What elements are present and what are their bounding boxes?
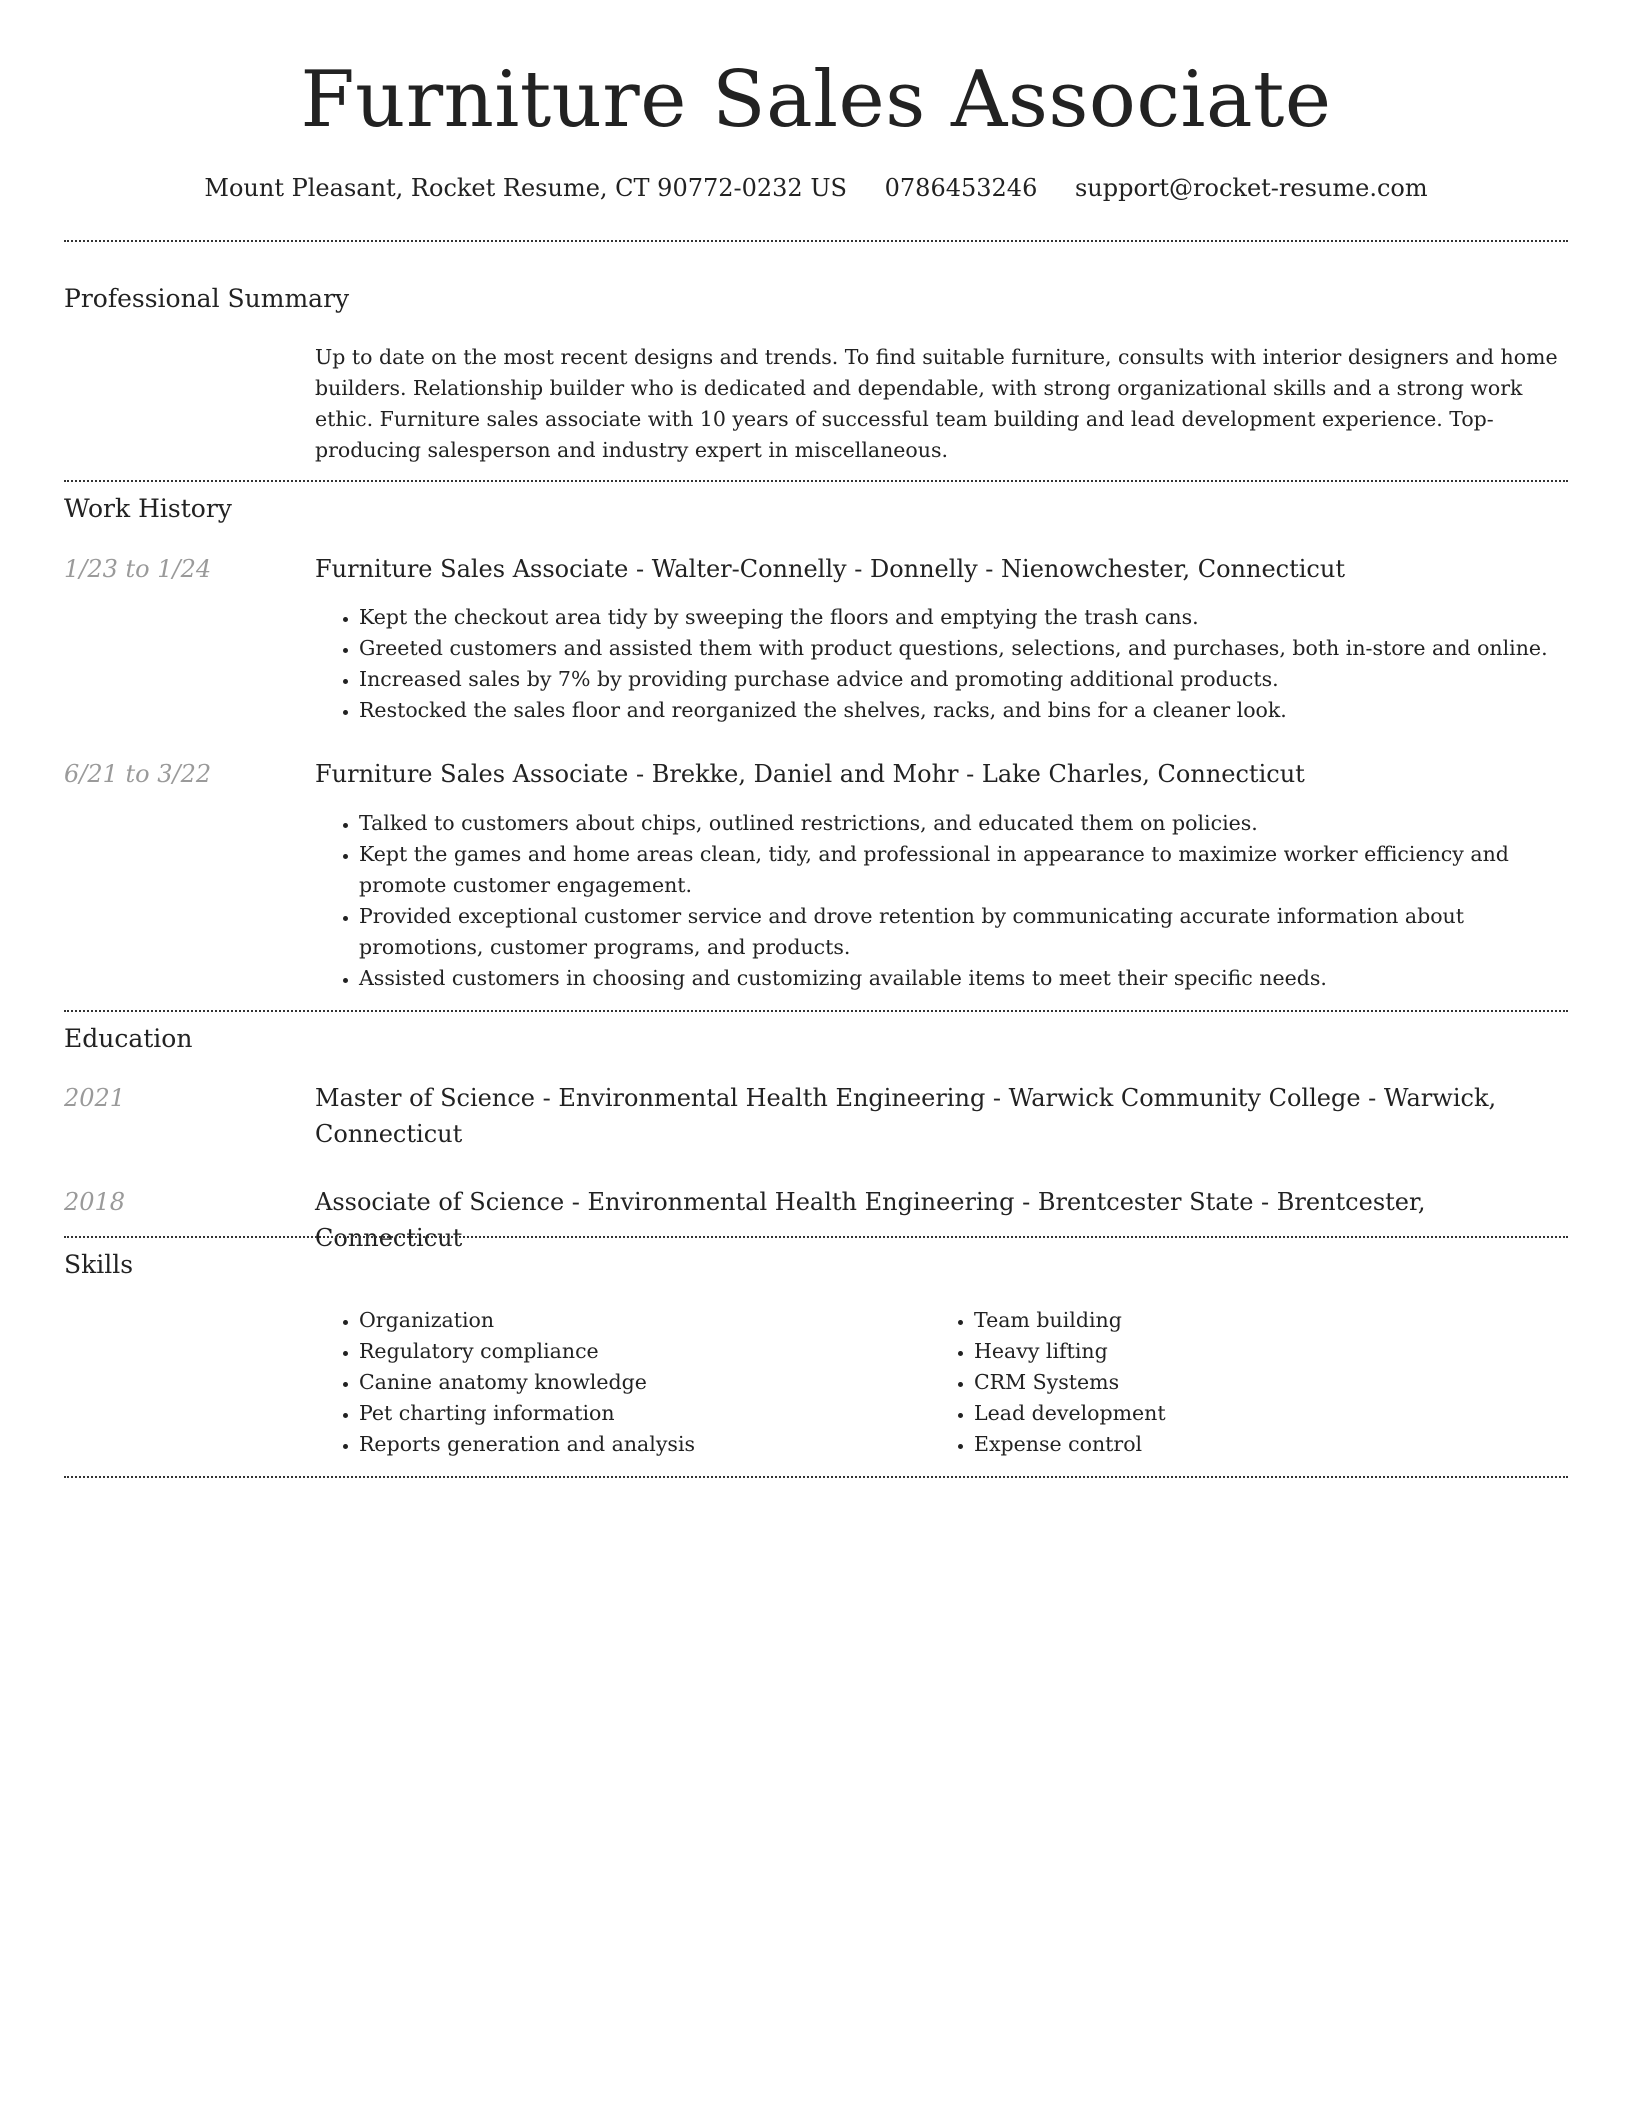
work-history-section-title: Work History <box>64 494 232 523</box>
skill-item: • Team building <box>974 1305 1530 1336</box>
skill-item: • Canine anatomy knowledge <box>359 1367 915 1398</box>
skills-list-left <box>315 1305 915 1460</box>
job-dates: 1/23 to 1/24 <box>64 555 212 583</box>
education-section-title: Education <box>64 1024 193 1053</box>
skill-item: • Expense control <box>974 1429 1530 1460</box>
job-bullet: • Increased sales by 7% by providing purchase advice and promoting additional products. <box>359 664 1568 695</box>
section-divider <box>64 480 1568 482</box>
job-dates: 6/21 to 3/22 <box>64 760 212 788</box>
skills-section-title: Skills <box>64 1250 134 1279</box>
skills-list-right <box>930 1305 1530 1460</box>
section-divider <box>64 1236 1568 1238</box>
section-divider <box>64 1476 1568 1478</box>
job-bullet: • Restocked the sales floor and reorganized the shelves, racks, and bins for a cleaner look. <box>359 695 1568 726</box>
education-year: 2018 <box>64 1188 126 1216</box>
skill-item: • Reports generation and analysis <box>359 1429 915 1460</box>
summary-section-title: Professional Summary <box>64 284 350 313</box>
education-title: Associate of Science - Environmental Health Engineering - Brentcester State - Brentcester, Connecticut <box>315 1188 1426 1252</box>
job-bullet: • Talked to customers about chips, outlined restrictions, and educated them on policies. <box>359 808 1568 839</box>
resume-name-heading: Furniture Sales Associate <box>300 55 1332 145</box>
contact-line <box>0 170 1632 206</box>
job-bullet: • Kept the checkout area tidy by sweeping the floors and emptying the trash cans. <box>359 602 1568 633</box>
job-bullets <box>315 602 1568 726</box>
contact-email: support@rocket-resume.com <box>1074 174 1428 202</box>
contact-address: Mount Pleasant, Rocket Resume, CT 90772-0232 US <box>204 174 847 202</box>
summary-text: Up to date on the most recent designs and trends. To find suitable furniture, consults with interior designers and home builders. Relationship builder who is dedicated and dependable, with strong organizational skills and a strong work ethic. Furniture sales associate with 10 years of successful team building and lead development experience. Top-producing salesperson and industry expert in miscellaneous. <box>315 345 1558 462</box>
skill-item: • Organization <box>359 1305 915 1336</box>
job-bullets <box>315 808 1568 994</box>
skill-item: • CRM Systems <box>974 1367 1530 1398</box>
education-title: Master of Science - Environmental Health Engineering - Warwick Community College - Warwick, Connecticut <box>315 1084 1497 1148</box>
job-bullet: • Provided exceptional customer service and drove retention by communicating accurate information about promotions, customer programs, and products. <box>359 901 1568 963</box>
skill-item: • Pet charting information <box>359 1398 915 1429</box>
job-title: Furniture Sales Associate - Brekke, Daniel and Mohr - Lake Charles, Connecticut <box>315 760 1305 788</box>
section-divider <box>64 240 1568 242</box>
skill-item: • Regulatory compliance <box>359 1336 915 1367</box>
job-bullet: • Assisted customers in choosing and customizing available items to meet their specific needs. <box>359 963 1568 994</box>
education-year: 2021 <box>64 1084 126 1112</box>
skill-item: • Heavy lifting <box>974 1336 1530 1367</box>
job-title: Furniture Sales Associate - Walter-Connelly - Donnelly - Nienowchester, Connecticut <box>315 555 1345 583</box>
contact-phone: 0786453246 <box>884 174 1038 202</box>
job-bullet: • Kept the games and home areas clean, tidy, and professional in appearance to maximize worker efficiency and promote customer engagement. <box>359 839 1568 901</box>
job-bullet: • Greeted customers and assisted them with product questions, selections, and purchases, both in-store and online. <box>359 633 1568 664</box>
skill-item: • Lead development <box>974 1398 1530 1429</box>
section-divider <box>64 1010 1568 1012</box>
